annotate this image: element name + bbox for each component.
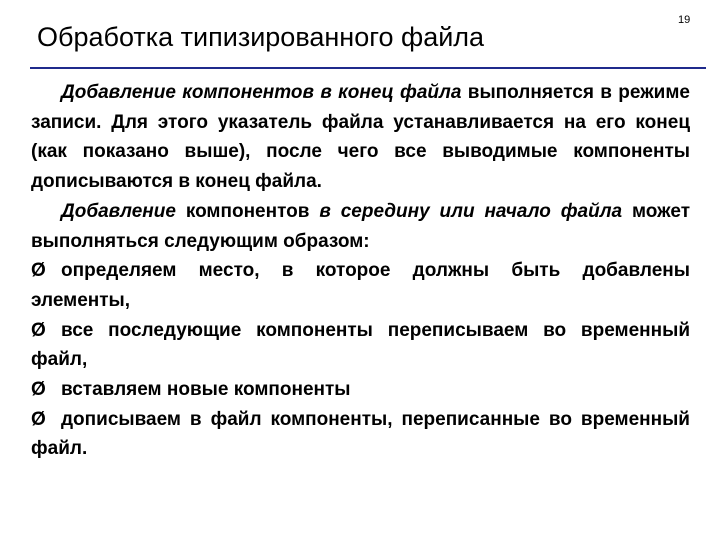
paragraph-text: компонентов bbox=[175, 200, 320, 222]
paragraph-append-end bbox=[31, 78, 690, 197]
arrow-bullet-icon: Ø bbox=[31, 319, 46, 341]
arrow-bullet-icon: Ø bbox=[31, 408, 46, 430]
slide-content bbox=[31, 78, 690, 464]
bullet-item bbox=[31, 405, 690, 464]
paragraph-insert-middle bbox=[31, 197, 690, 256]
arrow-bullet-icon: Ø bbox=[31, 379, 46, 401]
bullet-item bbox=[31, 316, 690, 375]
emphasis-text: Добавление компонентов в конец файла bbox=[61, 82, 462, 103]
bullet-text: вставляем новые компоненты bbox=[61, 379, 351, 401]
bullet-text: дописываем в файл компоненты, переписанные во временный файл. bbox=[31, 408, 690, 460]
slide-number: 19 bbox=[678, 14, 691, 26]
paragraph-text: может выполняться следующим образом: bbox=[31, 200, 691, 252]
paragraph-text: выполняется в режиме записи. Для этого указатель файла устанавливается на его конец (как показано выше), после чего все выводимые компоненты дописываются в конец файла. bbox=[31, 82, 690, 193]
bullet-text: определяем место, в которое должны быть добавлены элементы, bbox=[31, 260, 690, 311]
bullet-item bbox=[31, 375, 690, 405]
arrow-bullet-icon: Ø bbox=[31, 260, 46, 282]
emphasis-text: Добавление bbox=[61, 200, 176, 222]
bullet-text: все последующие компоненты переписываем во временный файл, bbox=[31, 319, 690, 371]
emphasis-text: в середину или начало файла bbox=[319, 200, 623, 222]
slide-title: Обработка типизированного файла bbox=[37, 22, 485, 52]
title-divider bbox=[30, 67, 706, 69]
bullet-item bbox=[31, 256, 690, 315]
